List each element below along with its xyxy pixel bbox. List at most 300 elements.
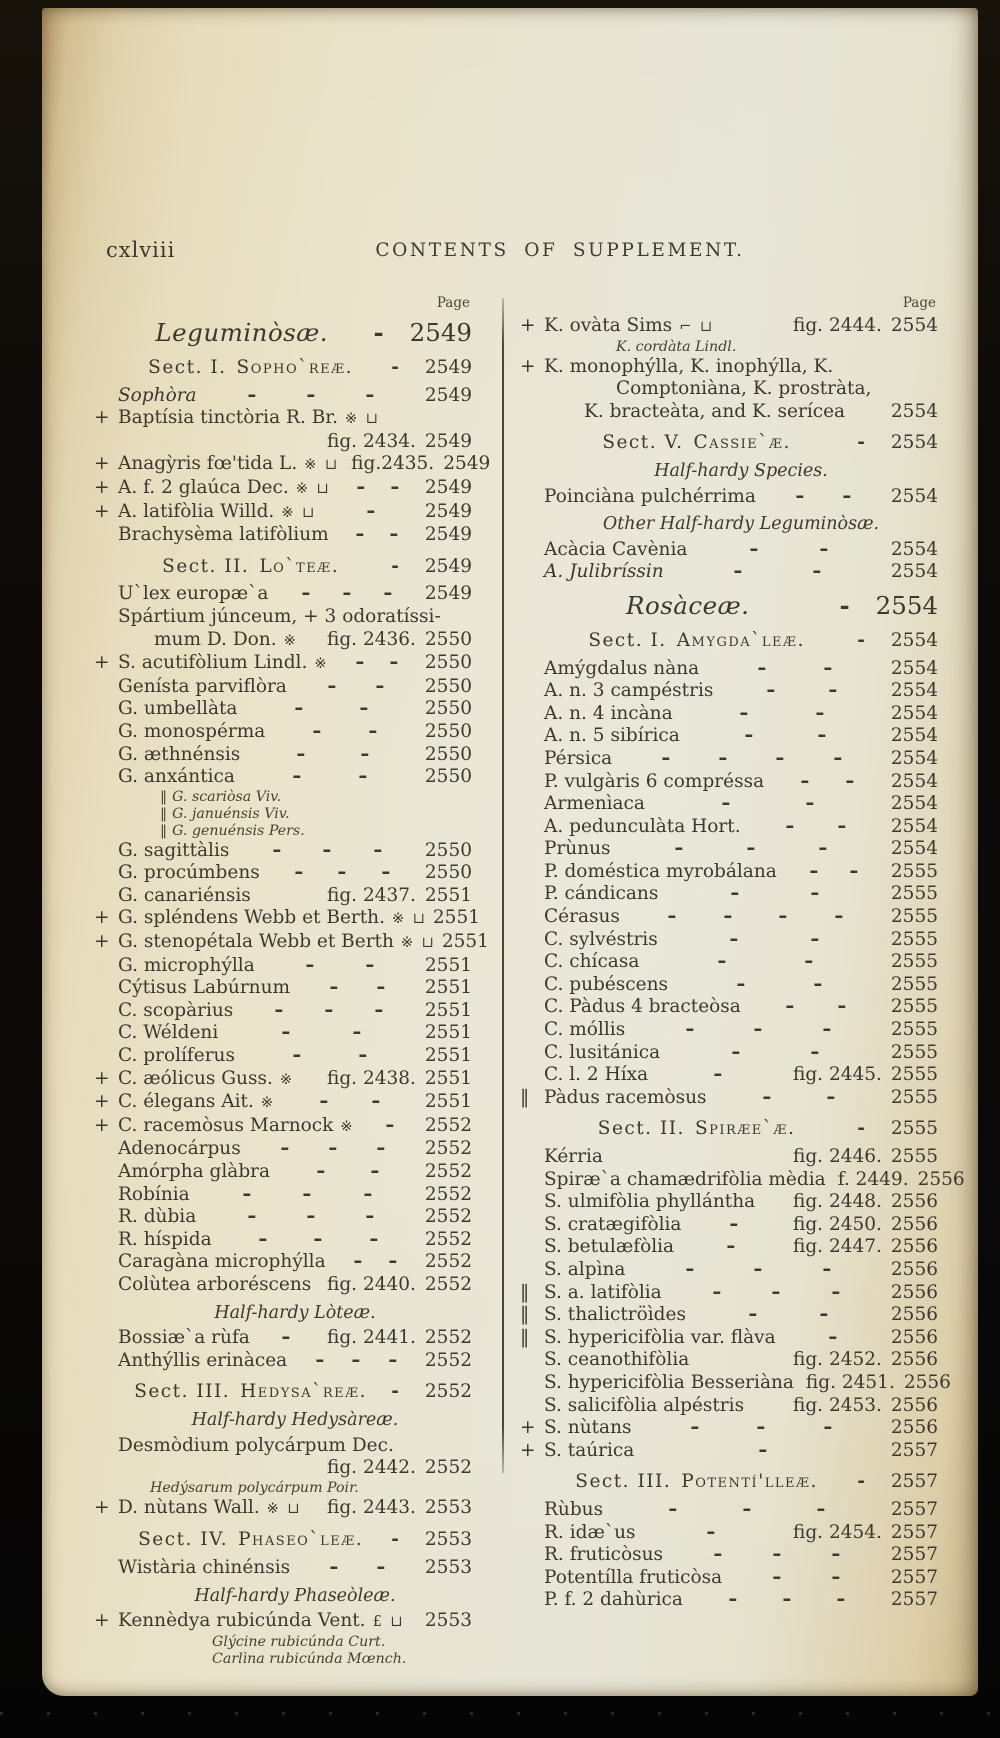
page-number: 2551 — [424, 884, 472, 906]
entry-text: S. thalictröìdes — [544, 1304, 686, 1326]
toc-entry — [94, 1161, 472, 1184]
dash-leader: - — [722, 906, 733, 928]
section-heading-text — [544, 1118, 849, 1141]
toc-entry — [520, 1417, 938, 1440]
dash-leaders — [674, 1236, 787, 1259]
entry-text: Caragàna microphýlla — [118, 1251, 326, 1273]
dash-leader: - — [721, 793, 731, 815]
dash-leader: - — [313, 1228, 323, 1250]
page-number: 2549 — [424, 476, 472, 498]
figure-ref: fig. 2447. — [793, 1236, 882, 1258]
toc-entry — [520, 1087, 938, 1110]
plus-mark: + — [520, 355, 536, 377]
page-number: 2555 — [890, 973, 938, 995]
entry-text: G. anxántica — [118, 766, 235, 788]
entry-text: S. taúrica — [544, 1439, 635, 1461]
habit-symbol: ※ ⊔ — [391, 911, 427, 928]
dash-leaders — [764, 771, 891, 794]
entry-text: S. alpìna — [544, 1258, 626, 1280]
dash-leaders — [636, 1522, 788, 1545]
dash-leader: - — [280, 1138, 290, 1160]
entry-text: G. æthnénsis — [118, 743, 241, 765]
synonym-line — [520, 339, 938, 356]
dash-leader: - — [748, 1304, 758, 1326]
toc-entry — [520, 1567, 938, 1590]
dash-leaders — [668, 974, 891, 997]
toc-entry — [94, 1068, 472, 1092]
page-number: 2551 — [441, 931, 489, 953]
entry-text: P. doméstica myrobálana — [544, 860, 777, 882]
plus-mark: + — [94, 652, 110, 674]
toc-entry — [94, 1274, 472, 1297]
page-number: 2554 — [890, 770, 938, 792]
dash-leader: - — [388, 1251, 398, 1273]
dash-leader: - — [784, 996, 795, 1018]
dash-leaders — [611, 838, 891, 861]
subheading — [520, 460, 938, 483]
dash-leader: - — [389, 524, 399, 546]
figure-ref: fig. 2453. — [793, 1394, 882, 1416]
dash-leader: - — [712, 1281, 722, 1303]
page-number: 2555 — [890, 1019, 938, 1041]
dash-leader: - — [365, 384, 375, 406]
dash-leaders — [331, 477, 425, 500]
section-heading — [94, 1529, 472, 1552]
habit-symbol: ※ — [314, 656, 329, 673]
section-name: Spiræe`æ. — [694, 1118, 796, 1140]
dash-leaders — [776, 1327, 891, 1350]
entry-text: Prùnus — [544, 838, 611, 860]
toc-entry — [520, 1499, 938, 1522]
section-heading-text — [118, 1381, 383, 1404]
dash-leader: - — [836, 1589, 846, 1611]
dash-leader: - — [375, 675, 385, 697]
entry-text: Anthýllis erinàcea — [118, 1349, 288, 1371]
dash-leaders — [255, 955, 425, 978]
page-number: 2556 — [917, 1168, 965, 1190]
dash-leader: - — [828, 1326, 838, 1348]
page-number: 2551 — [424, 1045, 472, 1067]
family-name: Leguminòsæ. — [155, 318, 329, 347]
section-heading — [94, 556, 472, 579]
entry-text: R. fruticòsus — [544, 1544, 664, 1566]
page-number: 2557 — [890, 1544, 938, 1566]
dash-leaders — [639, 951, 891, 974]
toc-entry — [94, 1229, 472, 1252]
page-number: 2555 — [890, 996, 938, 1018]
plus-mark: + — [94, 1091, 110, 1113]
toc-entry — [94, 524, 472, 547]
dash-leader: - — [729, 928, 739, 950]
entry-text: G. januénsis Viv. — [172, 805, 290, 822]
dash-leader: - — [784, 815, 795, 837]
figure-ref: fig. 2448. — [793, 1191, 882, 1213]
dash-leader: - — [823, 1417, 833, 1439]
entry-text: S. cratægifòlia — [544, 1213, 682, 1235]
page-number: 2557 — [890, 1566, 938, 1588]
dash-leader: - — [744, 725, 754, 747]
entry-text: A. Julibríssin — [544, 561, 664, 583]
toc-entry-continuation — [520, 378, 938, 401]
section-number: Sect. II. — [162, 555, 250, 577]
dash-leader: - — [352, 1022, 362, 1044]
entry-text: A. pedunculàta Hort. — [544, 815, 741, 837]
entry-text: K. bracteàta, and K. serícea — [584, 400, 846, 422]
dash-leader: - — [326, 675, 337, 697]
toc-entry — [94, 840, 472, 863]
dash-leader: - — [369, 1161, 380, 1182]
dash-leader: - — [805, 793, 815, 815]
dash-leaders — [625, 1259, 890, 1282]
synonym-line — [94, 823, 472, 840]
toc-entry — [94, 453, 491, 477]
entry-text: Kérria — [544, 1146, 603, 1167]
dash-leader: - — [358, 1045, 368, 1067]
dash-leader: - — [354, 524, 365, 546]
dash-leaders — [683, 1589, 891, 1612]
dash-leader: - — [819, 1304, 829, 1326]
entry-text: K. cordàta Lindl. — [616, 338, 737, 355]
dash-leaders — [722, 1567, 891, 1590]
dash-leader: - — [667, 906, 677, 928]
dash-leader: - — [771, 1281, 781, 1303]
entry-text: Wistària chinénsis — [118, 1556, 291, 1578]
dash-leader: - — [857, 432, 865, 454]
page-number: 2555 — [890, 1146, 938, 1167]
toc-entry — [94, 1206, 472, 1229]
habit-symbol: ⌐ ⊔ — [679, 319, 715, 335]
dash-leader: - — [775, 747, 785, 769]
dash-leaders — [687, 539, 891, 562]
entry-text: Bossiæ`a rùfa — [118, 1327, 250, 1349]
toc-entry — [520, 1327, 938, 1350]
entry-text: A. n. 5 sibírica — [544, 725, 680, 747]
entry-text: S. ceanothifòlia — [544, 1349, 690, 1371]
page-number: 2553 — [424, 1529, 472, 1551]
page-number: 2549 — [424, 384, 472, 406]
dash-leader: - — [373, 839, 383, 861]
dash-leader: - — [753, 1019, 763, 1041]
dash-leaders — [218, 1022, 425, 1045]
dash-leader: - — [794, 485, 805, 507]
dash-leader: - — [837, 996, 847, 1018]
entry-text: Rùbus — [544, 1498, 604, 1520]
toc-entry — [520, 1371, 951, 1395]
dash-leaders — [756, 486, 891, 509]
dash-leader: - — [826, 1086, 836, 1108]
dash-leader: - — [817, 725, 827, 747]
section-number: Sect. V. — [602, 432, 684, 454]
figure-ref: fig. 2454. — [793, 1521, 882, 1543]
dash-leader: - — [808, 860, 819, 882]
page-number: 2549 — [424, 555, 472, 577]
entry-text: G. genuénsis Pers. — [172, 822, 305, 839]
dash-leaders — [197, 385, 425, 408]
dash-leader: - — [821, 1019, 831, 1041]
toc-entry — [94, 721, 472, 744]
dash-leaders — [612, 748, 891, 771]
dash-leader: - — [762, 1086, 772, 1108]
dash-leaders — [662, 1282, 891, 1305]
habit-symbol: ※ ⊔ — [281, 504, 317, 521]
toc-entry — [94, 1435, 472, 1458]
dash-leader: - — [706, 1521, 716, 1543]
dash-leader: - — [729, 1213, 739, 1235]
dash-leaders — [660, 1042, 891, 1065]
toc-entry — [94, 583, 472, 606]
dash-leaders — [658, 883, 891, 906]
dash-leader: - — [729, 883, 740, 905]
dash-leader: - — [831, 1566, 841, 1588]
toc-entry — [520, 906, 938, 929]
toc-entry — [94, 385, 472, 408]
page-number: 2555 — [890, 951, 938, 973]
page-number: 2556 — [890, 1236, 938, 1258]
dash-leader: - — [300, 583, 311, 605]
subheading-text: Other Half-hardy Leguminòsæ. — [602, 514, 880, 535]
dash-leader: - — [391, 1529, 399, 1551]
toc-entry — [94, 931, 489, 955]
page-number: 2554 — [890, 400, 938, 422]
dash-leader: - — [857, 1471, 865, 1493]
dash-leader: - — [258, 1228, 268, 1250]
entry-text: S. ulmifòlia phyllántha — [544, 1191, 756, 1213]
double-bar-mark: ‖ — [520, 1326, 530, 1348]
entry-text: D. nùtans Wall. — [118, 1496, 260, 1518]
dash-leaders — [290, 1557, 425, 1580]
dash-leader: - — [389, 652, 399, 674]
figure-ref: fig. 2451. — [805, 1371, 895, 1393]
dash-leader: - — [742, 1498, 752, 1520]
dash-leaders — [741, 996, 891, 1019]
double-bar-mark: ‖ — [160, 788, 168, 805]
plus-mark: + — [520, 315, 536, 336]
figure-ref: fig. 2440. — [327, 1273, 416, 1295]
dash-leader: - — [845, 770, 855, 792]
entry-text: S. hypericifòlia Besseriàna — [544, 1371, 794, 1393]
page-number: 2550 — [424, 652, 472, 674]
dash-leader: - — [319, 1091, 329, 1113]
habit-symbol: ※ — [260, 1095, 275, 1112]
plus-mark: + — [520, 1439, 536, 1461]
dash-leaders — [326, 1251, 425, 1274]
entry-text: Adenocárpus — [118, 1138, 241, 1160]
dash-leaders — [663, 1544, 891, 1567]
section-number: Sect. III. — [575, 1471, 672, 1493]
toc-entry — [520, 1440, 938, 1463]
page-number: 2550 — [424, 743, 472, 765]
page-column-label: Page — [436, 295, 470, 311]
entry-text: G. scariòsa Viv. — [172, 788, 282, 805]
entry-text: R. idæ`us — [544, 1521, 636, 1543]
toc-entry — [520, 883, 938, 906]
entry-text: Pàdus racemòsus — [544, 1086, 707, 1108]
dash-leader: - — [731, 1041, 741, 1063]
dash-leaders — [355, 1115, 425, 1138]
dash-leader: - — [391, 555, 399, 577]
synonym-line — [94, 789, 472, 806]
toc-entry-continuation — [94, 629, 472, 653]
page-number: 2550 — [424, 698, 472, 720]
page-number: 2552 — [424, 1138, 472, 1160]
dash-leaders — [329, 524, 425, 547]
dash-leader: - — [247, 384, 257, 406]
dash-leader: - — [274, 999, 284, 1021]
dash-leader: - — [352, 1251, 363, 1273]
dash-leader: - — [717, 951, 727, 973]
dash-leader: - — [292, 766, 302, 788]
entry-text: G. canariénsis — [118, 884, 251, 906]
toc-entry — [520, 1019, 938, 1042]
figure-ref: fig. 2442. — [327, 1457, 416, 1479]
habit-symbol: ※ ⊔ — [304, 457, 340, 474]
dash-leader: - — [365, 500, 376, 522]
toc-entry — [94, 606, 472, 629]
page-number: 2552 — [424, 1114, 472, 1136]
plus-mark: + — [94, 1114, 110, 1136]
entry-text: Poinciàna pulchérrima — [544, 485, 756, 507]
entry-text: C. Wéldeni — [118, 1022, 219, 1044]
dash-leader: - — [842, 485, 852, 507]
entry-text: Comptoniàna, K. prostràta, — [616, 378, 872, 400]
page-number: 2551 — [424, 999, 472, 1021]
plus-mark: + — [94, 931, 110, 953]
entry-text: Genísta parviflòra — [118, 675, 287, 697]
entry-text: G. monospérma — [118, 720, 266, 742]
entry-text: Carlìna rubicúnda Mœnch. — [212, 1650, 407, 1667]
page-number: 2554 — [890, 838, 938, 860]
entry-text: G. sagittàlis — [118, 839, 230, 861]
toc-entry — [520, 951, 938, 974]
figure-ref: fig. 2450. — [793, 1213, 882, 1235]
page-number: 2551 — [424, 977, 472, 999]
toc-entry — [94, 1610, 472, 1634]
entry-text: P. vulgàris 6 compréssa — [544, 770, 765, 792]
dash-leader: - — [306, 384, 316, 406]
dash-leader: - — [390, 476, 400, 498]
entry-text: C. scopàrius — [118, 999, 234, 1021]
entry-text: A. n. 3 campéstris — [544, 680, 714, 702]
page-number: 2549 — [443, 453, 491, 475]
plus-mark: + — [94, 1610, 110, 1632]
section-name: Cassie`æ. — [693, 432, 791, 454]
page-number: 2554 — [890, 815, 938, 837]
page-number: 2557 — [890, 1439, 938, 1461]
toc-entry — [520, 1146, 938, 1169]
page-number: 2556 — [890, 1258, 938, 1280]
dash-leaders — [603, 1499, 891, 1522]
dash-leader: - — [800, 770, 810, 792]
entry-text: C. pubéscens — [544, 973, 669, 995]
dash-leader: - — [241, 1183, 252, 1205]
entry-text: Cérasus — [544, 906, 620, 928]
double-bar-mark: ‖ — [520, 1281, 530, 1303]
toc-entry — [94, 1138, 472, 1161]
entry-text: Armenìaca — [544, 793, 645, 815]
dash-leader: - — [814, 702, 825, 724]
entry-text: S. a. latifòlia — [544, 1281, 662, 1303]
plus-mark: + — [94, 1067, 110, 1089]
entry-text: Cýtisus Labúrnum — [118, 977, 291, 999]
dash-leader: - — [373, 318, 384, 347]
entry-text: C. sylvéstris — [544, 928, 658, 950]
toc-entry — [94, 652, 472, 676]
dash-leader: - — [328, 1138, 338, 1160]
dash-leader: - — [803, 951, 813, 973]
section-number: Sect. IV. — [138, 1529, 229, 1551]
dash-leader: - — [359, 698, 369, 720]
section-name: Amygda`leæ. — [676, 629, 805, 651]
dash-leader: - — [312, 720, 322, 742]
entry-text: R. dùbia — [118, 1206, 197, 1228]
section-heading-text — [544, 432, 849, 455]
dash-leaders — [212, 1229, 425, 1252]
habit-symbol: ※ ⊔ — [266, 1500, 302, 1517]
habit-symbol: ※ ⊔ — [400, 935, 436, 952]
toc-entry — [520, 793, 938, 816]
entry-text: Spiræ`a chamædrifòlia mèdia — [544, 1168, 826, 1190]
page-number: 2556 — [890, 1304, 938, 1326]
section-name: Sopho`reæ. — [236, 357, 354, 378]
page-number: 2552 — [424, 1228, 472, 1250]
dash-leader: - — [281, 1022, 291, 1044]
dash-leader: - — [383, 583, 393, 605]
toc-entry — [520, 486, 938, 509]
subheading-text: Half-hardy Phaseòleæ. — [194, 1585, 396, 1606]
entry-text: K. ovàta Sims — [544, 315, 673, 336]
figure-ref: f. 2449. — [837, 1168, 909, 1190]
page-number: 2554 — [890, 657, 938, 679]
page-number: 2557 — [890, 1498, 938, 1520]
dash-leader: - — [391, 1381, 399, 1403]
dash-leader: - — [329, 977, 339, 999]
dash-leader: - — [315, 1349, 325, 1371]
toc-entry — [520, 1304, 938, 1327]
toc-entry — [94, 676, 472, 699]
plus-mark: + — [94, 1496, 110, 1518]
dash-leader: - — [380, 862, 391, 884]
figure-ref: fig. 2436. — [327, 628, 416, 650]
section-number: Sect. I. — [148, 357, 227, 378]
toc-entry — [94, 1091, 472, 1115]
dash-leader: - — [857, 629, 865, 651]
toc-entry — [520, 1042, 938, 1065]
figure-ref: fig. 2437. — [327, 884, 416, 906]
entry-text: C. móllis — [544, 1019, 626, 1041]
dash-leaders — [680, 725, 891, 748]
dash-leader: - — [385, 1114, 395, 1136]
page-number: 2555 — [890, 1041, 938, 1063]
dash-leader: - — [689, 1417, 700, 1439]
dash-leaders — [260, 862, 425, 885]
entry-text: Hedýsarum polycárpum Poir. — [150, 1479, 359, 1496]
entry-text: Amýgdalus nàna — [544, 657, 700, 679]
synonym-line — [94, 806, 472, 823]
dash-leaders — [268, 583, 425, 606]
page-number: 2552 — [424, 1349, 472, 1371]
toc-entry — [94, 407, 472, 431]
dash-leader: - — [360, 743, 370, 765]
figure-ref: fig. 2434. — [327, 430, 416, 452]
entry-text: S. nùtans — [544, 1417, 632, 1439]
page-number: 2555 — [890, 1064, 938, 1086]
section-number: Sect. II. — [597, 1118, 685, 1140]
toc-entry — [94, 1045, 472, 1068]
entry-text: Glýcine rubicúnda Curt. — [212, 1633, 386, 1650]
dash-leaders — [316, 501, 425, 524]
figure-ref: fig. 2444. — [793, 315, 882, 336]
habit-symbol: £ ⊔ — [372, 1614, 405, 1631]
